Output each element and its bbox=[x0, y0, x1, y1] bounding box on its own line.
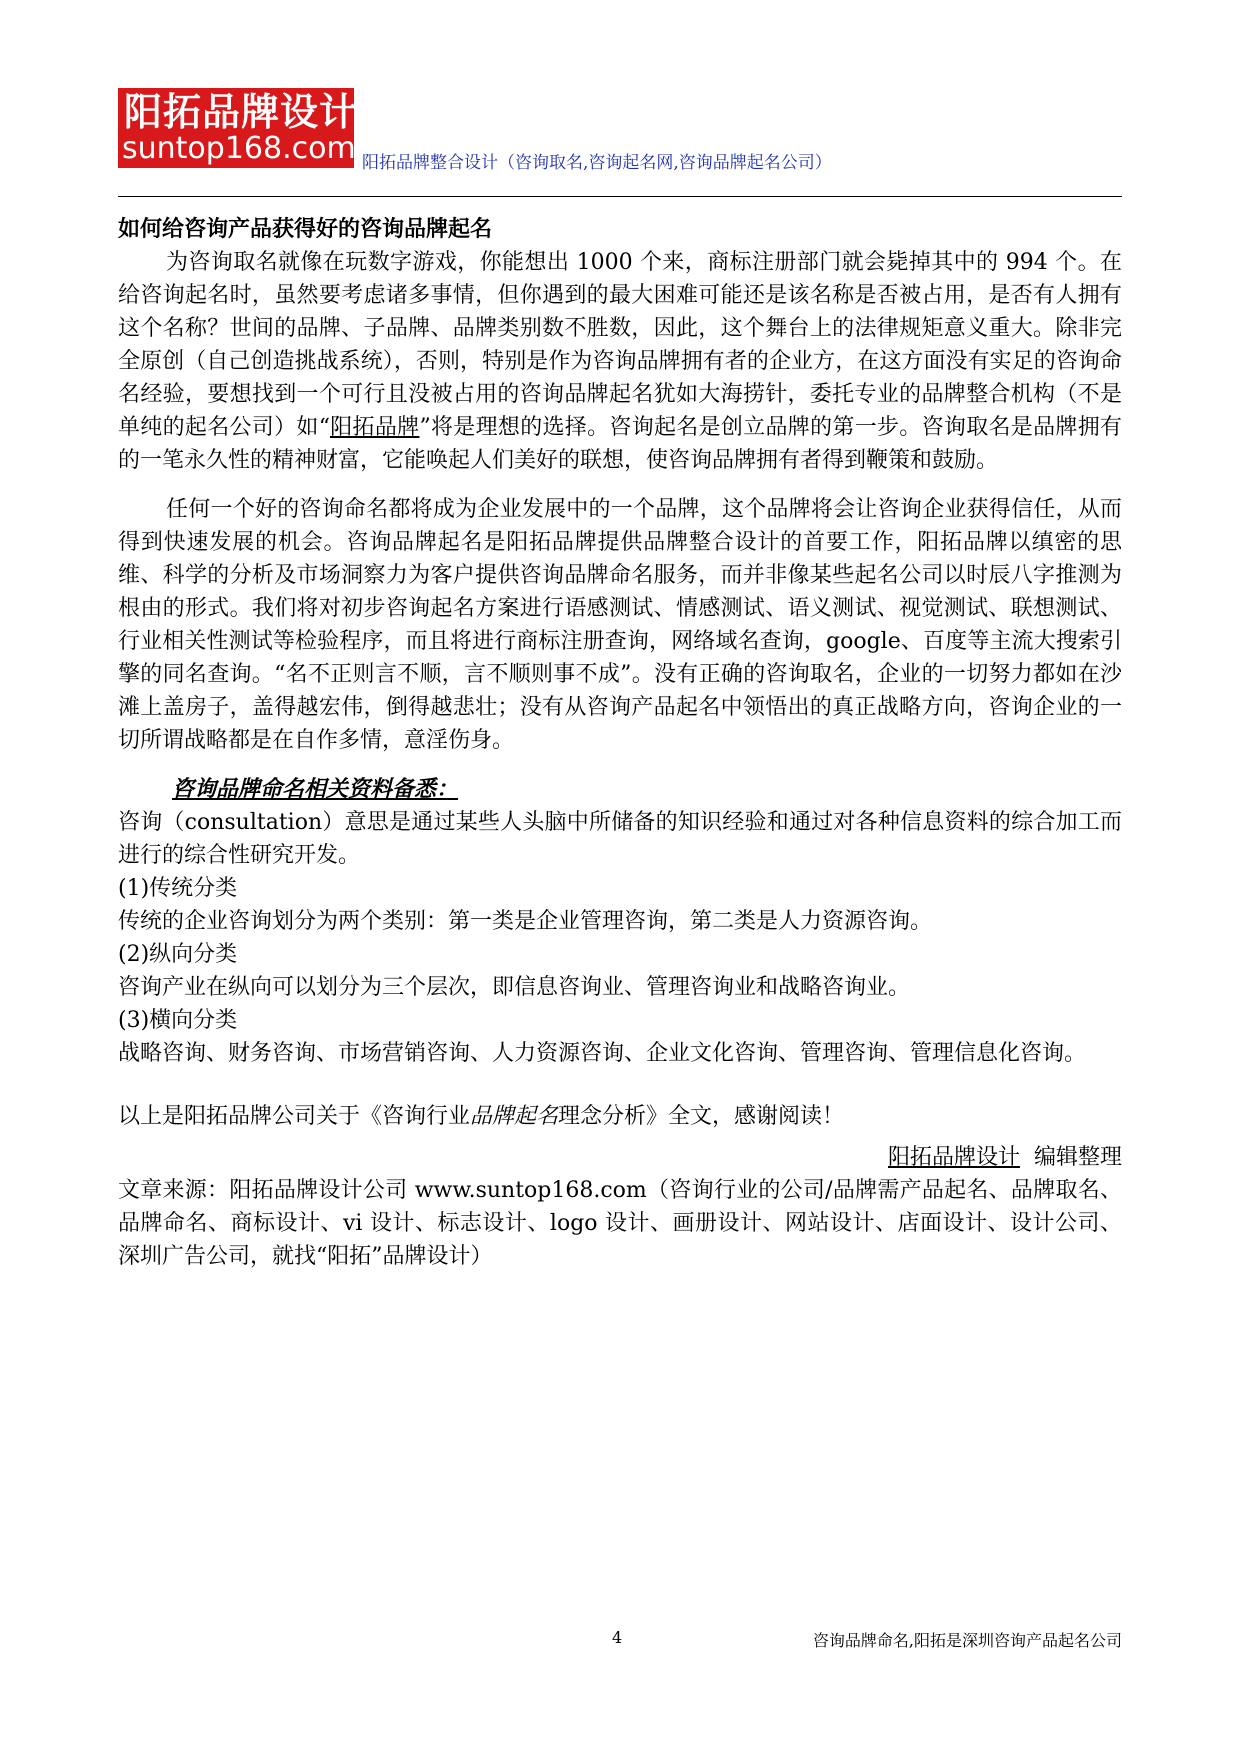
definition-text: 咨询（consultation）意思是通过某些人头脑中所储备的知识经验和通过对各种信息资料的综合加工而进行的综合性研究开发。 bbox=[118, 810, 1122, 868]
brand-link[interactable]: 阳拓品牌 bbox=[329, 415, 420, 440]
signature-text: 编辑整理 bbox=[1020, 1145, 1122, 1170]
paragraph-1-text-b: ”将是理想的选择。咨询起名是创立品牌的第一步。咨询取名是品牌拥有的一笔永久性的精神财富，它能唤起人们美好的联想，使咨询品牌拥有者得到鞭策和鼓励。 bbox=[118, 415, 1122, 473]
header-divider bbox=[118, 196, 1122, 197]
source-text: 文章来源：阳拓品牌设计公司 www.suntop168.com（咨询行业的公司/品牌需产品起名、品牌取名、品牌命名、商标设计、vi 设计、标志设计、logo 设计、画册设计、网站设计、店面设计、设计公司、深圳广告公司，就找“阳拓”品牌设计） bbox=[118, 1178, 1122, 1269]
signature bbox=[118, 1141, 1122, 1174]
logo-domain-text: suntop168.com bbox=[122, 131, 356, 166]
signature-link[interactable]: 阳拓品牌设计 bbox=[887, 1145, 1020, 1170]
category-1-text: 传统的企业咨询划分为两个类别：第一类是企业管理咨询，第二类是人力资源咨询。 bbox=[118, 909, 933, 934]
article-body bbox=[118, 212, 1122, 1273]
closing-text-a: 以上是阳拓品牌公司关于《咨询行业 bbox=[118, 1104, 471, 1129]
closing-line bbox=[118, 1100, 1122, 1133]
header-subtitle: 阳拓品牌整合设计（咨询取名,咨询起名网,咨询品牌起名公司） bbox=[362, 153, 832, 173]
category-3-title: (3)横向分类 bbox=[118, 1008, 238, 1033]
category-1-title: (1)传统分类 bbox=[118, 876, 238, 901]
category-2-text: 咨询产业在纵向可以划分为三个层次，即信息咨询业、管理咨询业和战略咨询业。 bbox=[118, 975, 911, 1000]
paragraph-1 bbox=[118, 246, 1122, 477]
paragraph-1-text-a: 为咨询取名就像在玩数字游戏，你能想出 1000 个来，商标注册部门就会毙掉其中的 994 个。在给咨询起名时，虽然要考虑诸多事情，但你遇到的最大困难可能还是该名称是否被占用，是否有人拥有这个名称？世间的品牌、子品牌、品牌类别数不胜数，因此，这个舞台上的法律规矩意义重大。除非完全原创（自己创造挑战系统），否则，特别是作为咨询品牌拥有者的企业方，在这方面没有实足的咨询命名经验，要想找到一个可行且没被占用的咨询品牌起名犹如大海捞针，委托专业的品牌整合机构（不是单纯的起名公司）如“ bbox=[118, 250, 1122, 440]
page-number: 4 bbox=[612, 1628, 623, 1647]
category-3-text: 战略咨询、财务咨询、市场营销咨询、人力资源咨询、企业文化咨询、管理咨询、管理信息化咨询。 bbox=[118, 1041, 1087, 1066]
article-title: 如何给咨询产品获得好的咨询品牌起名 bbox=[118, 216, 493, 242]
closing-emphasis: 品牌起名 bbox=[470, 1104, 559, 1129]
closing-text-c: 理念分析》全文，感谢阅读！ bbox=[558, 1104, 845, 1129]
paragraph-2: 任何一个好的咨询命名都将成为企业发展中的一个品牌，这个品牌将会让咨询企业获得信任，从而得到快速发展的机会。咨询品牌起名是阳拓品牌提供品牌整合设计的首要工作，阳拓品牌以缜密的思维、科学的分析及市场洞察力为客户提供咨询品牌命名服务，而并非像某些起名公司以时辰八字推测为根由的形式。我们将对初步咨询起名方案进行语感测试、情感测试、语义测试、视觉测试、联想测试、行业相关性测试等检验程序，而且将进行商标注册查询，网络域名查询，google、百度等主流大搜索引擎的同名查询。“名不正则言不顺，言不顺则事不成”。没有正确的咨询取名，企业的一切努力都如在沙滩上盖房子，盖得越宏伟，倒得越悲壮；没有从咨询产品起名中领悟出的真正战略方向，咨询企业的一切所谓战略都是在自作多情，意淫伤身。 bbox=[118, 497, 1122, 753]
footer-tagline: 咨询品牌命名,阳拓是深圳咨询产品起名公司 bbox=[812, 1631, 1122, 1650]
category-2-title: (2)纵向分类 bbox=[118, 942, 238, 967]
brand-logo bbox=[118, 88, 359, 168]
logo-chinese-text: 阳拓品牌设计 bbox=[124, 90, 359, 134]
section-heading: 咨询品牌命名相关资料备悉： bbox=[172, 776, 459, 802]
